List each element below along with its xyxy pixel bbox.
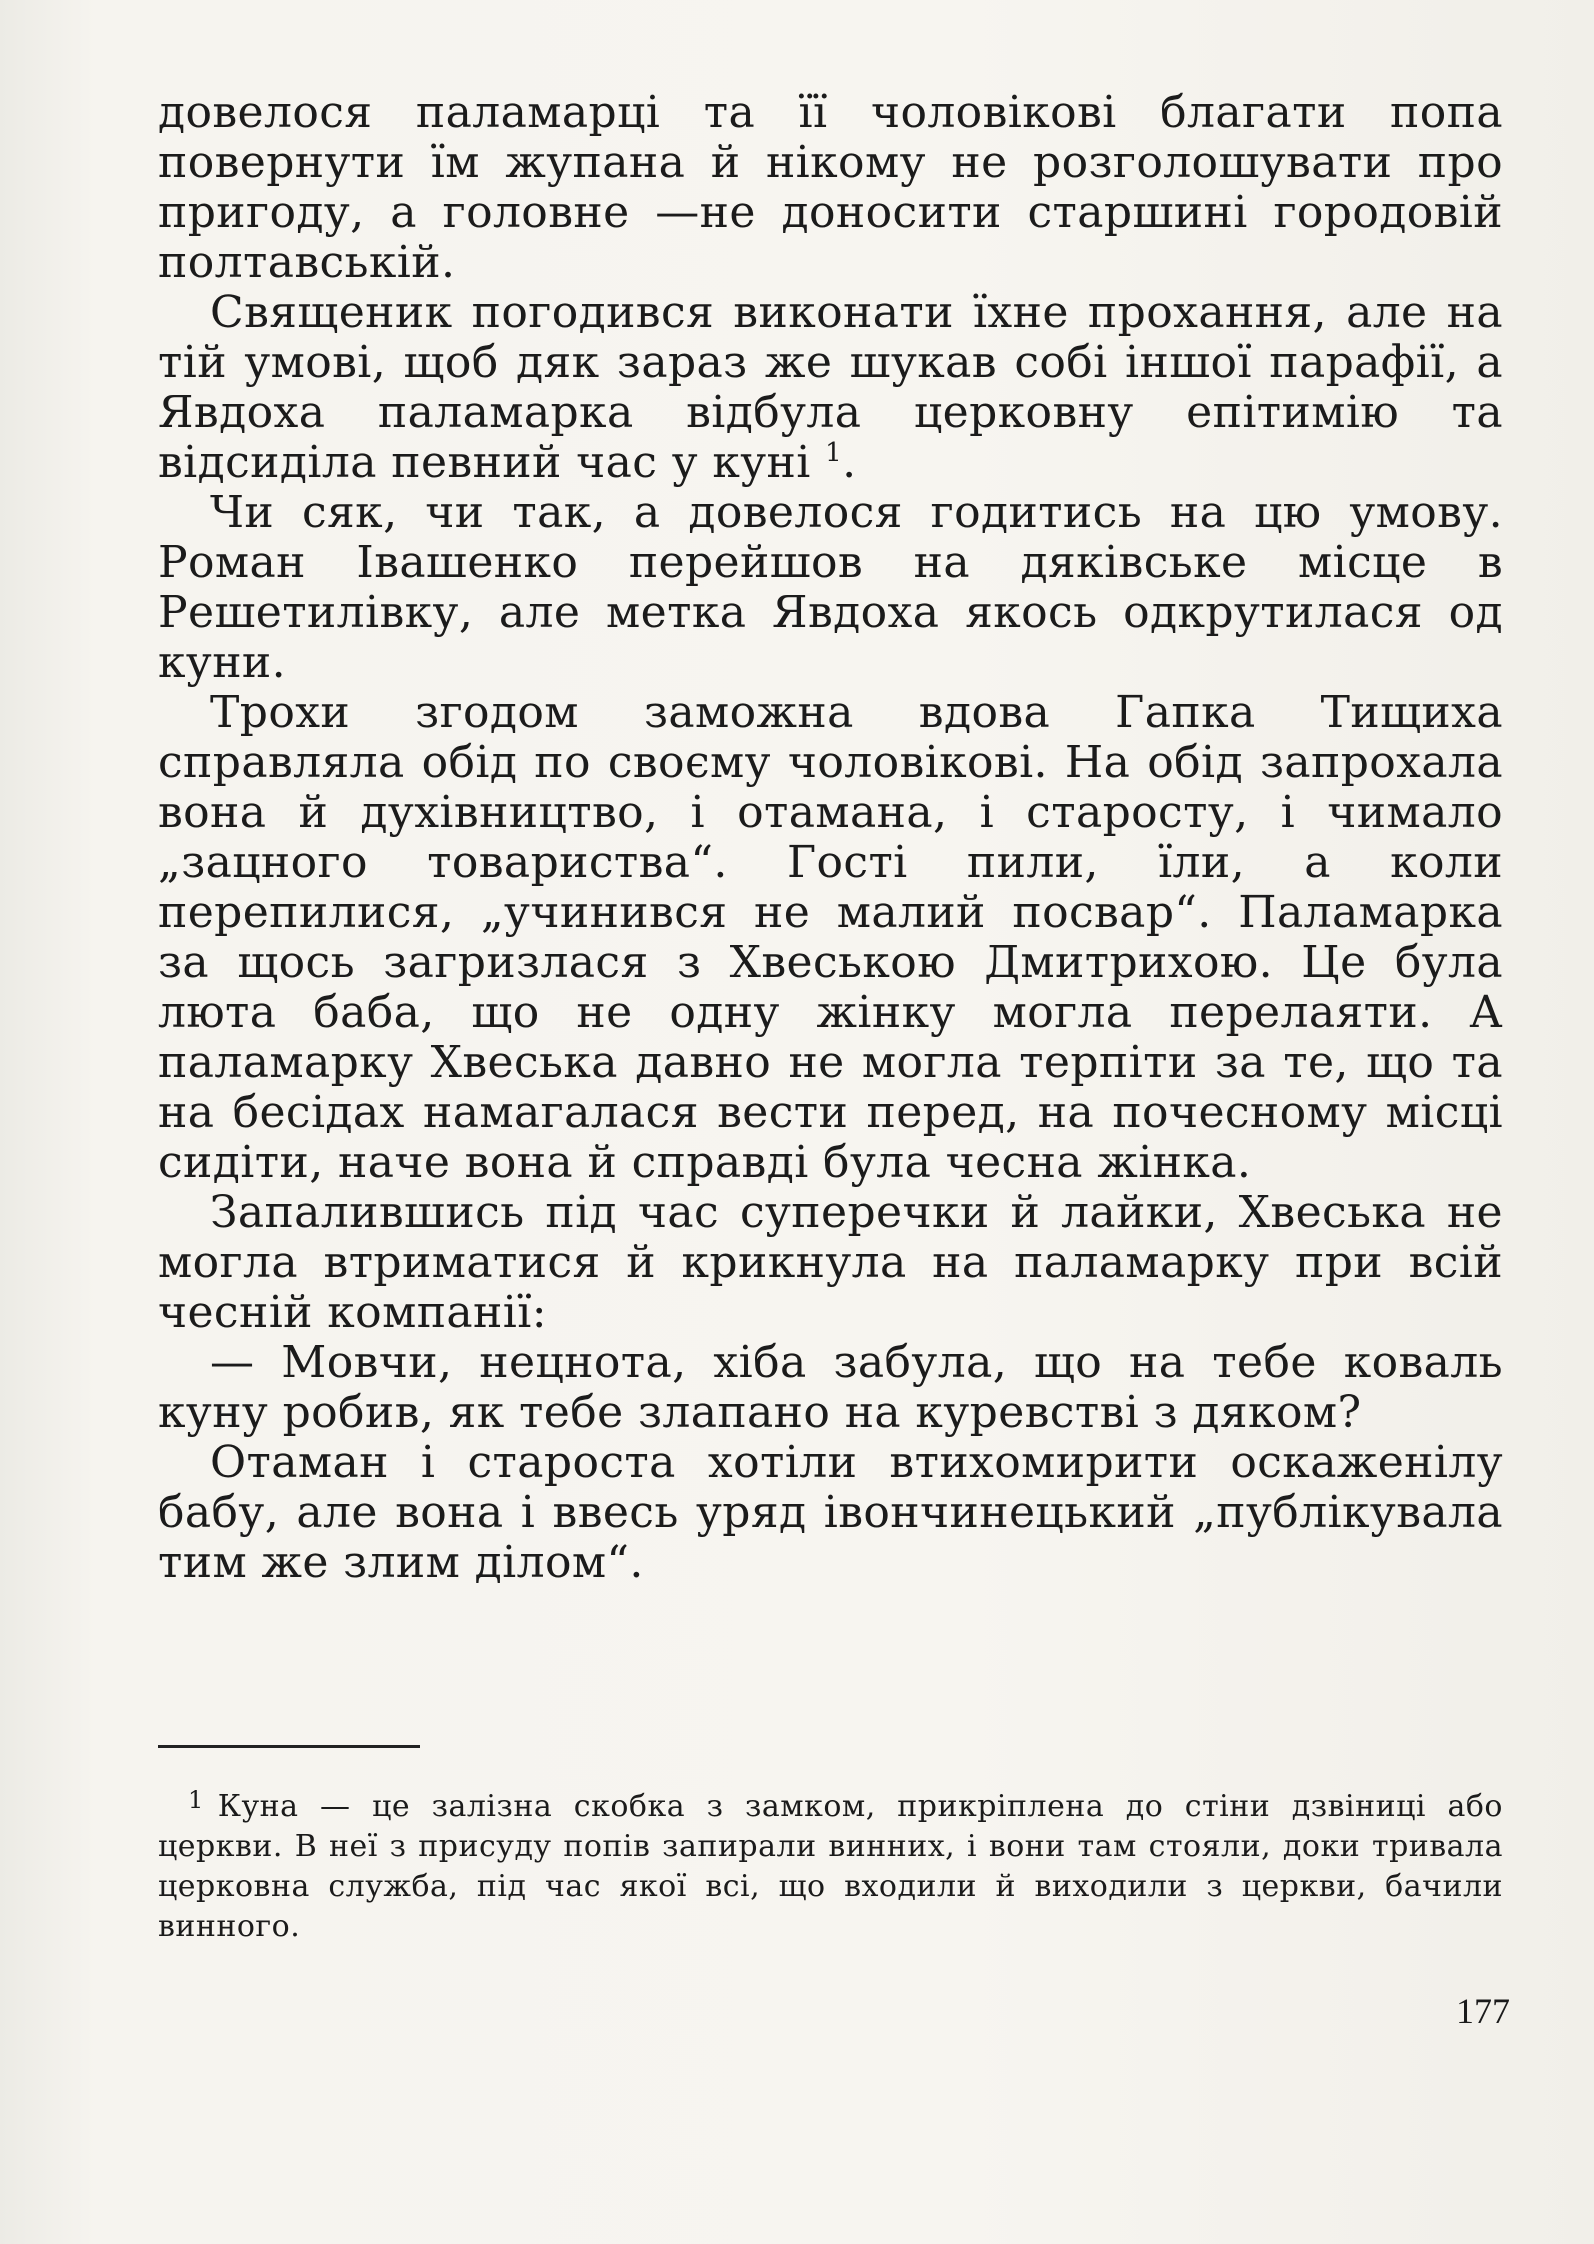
paragraph-4: Трохи згодом заможна вдова Гапка Тищиха справляла обід по своєму чоловікові. На обід запрохала вона й духівництво, і отамана, і старосту, і чимало „зацного товариства“. Гості пили, їли, а коли перепилися, „учинився не малий посвар“. Паламарка за щось загризлася з Хвеською Дмитрихою. Це була люта баба, що не одну жінку могла перелаяти. А паламарку Хвеська давно не могла терпіти за те, що та на бесідах намагалася вести перед, на почесному місці сидіти, наче вона й справді була чесна жінка. bbox=[158, 687, 1503, 1188]
footnote-text: Куна — це залізна скобка з замком, прикріплена до стіни дзвіниці або церкви. В неї з присуду попів запирали винних, і вони там стояли, доки тривала церковна служба, під час якої всі, що входили й виходили з церкви, бачили винного. bbox=[158, 1789, 1503, 1944]
footnote-number: 1 bbox=[188, 1786, 204, 1814]
footnote-divider bbox=[158, 1745, 420, 1748]
paragraph-3: Чи сяк, чи так, а довелося годитись на цю умову. Роман Івашенко перейшов на дяківське місце в Решетилівку, але метка Явдоха якось одкрутилася од куни. bbox=[158, 487, 1503, 688]
paragraph-1: довелося паламарці та її чоловікові благати попа повернути їм жупана й нікому не розголошувати про пригоду, а головне —не доносити старшині городовій полтавській. bbox=[158, 87, 1503, 288]
footnote-reference[interactable]: 1 bbox=[825, 438, 843, 468]
paragraph-2 bbox=[158, 288, 1503, 488]
paragraph-2-text: Священик погодився виконати їхне прохання, але на тій умові, щоб дяк зараз же шукав собі іншої парафії, а Явдоха паламарка відбула церковну епітимію та відсиділа певний час у куні bbox=[158, 287, 1503, 488]
page-number: 177 bbox=[1456, 1991, 1510, 2031]
main-text bbox=[158, 88, 1503, 1588]
paragraph-7: Отаман і староста хотіли втихомирити оскаженілу бабу, але вона і ввесь уряд івончинецький „публікувала тим же злим ділом“. bbox=[158, 1437, 1503, 1588]
paragraph-5: Запалившись під час суперечки й лайки, Хвеська не могла втриматися й крикнула на паламарку при всій чесній компанії: bbox=[158, 1187, 1503, 1338]
paragraph-6: — Мовчи, нецнота, хіба забула, що на тебе коваль куну робив, як тебе злапано на куревстві з дяком? bbox=[158, 1337, 1503, 1438]
footnote bbox=[158, 1780, 1503, 1947]
paragraph-2-end: . bbox=[842, 437, 857, 488]
